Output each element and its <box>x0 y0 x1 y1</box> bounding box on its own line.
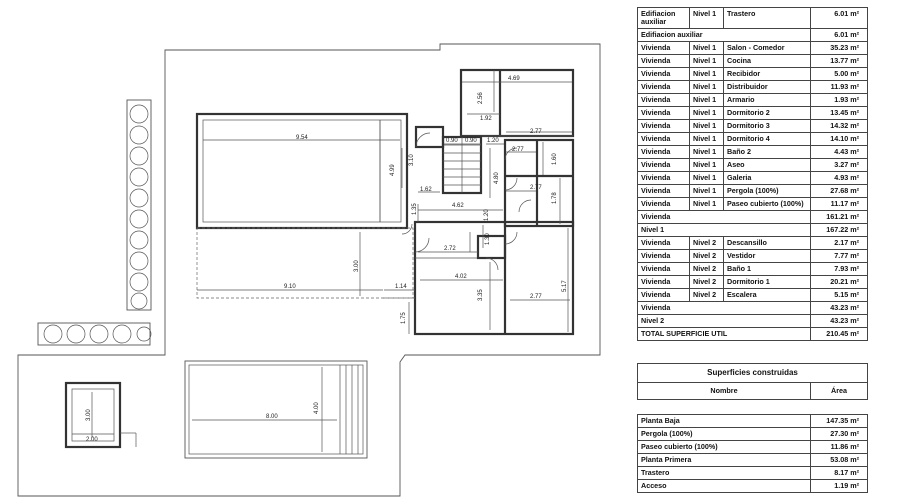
built-area-header <box>637 363 868 400</box>
area-row <box>638 159 868 172</box>
area-row <box>638 224 868 237</box>
built-cell-area: 27.30 m² <box>811 428 868 441</box>
built-row <box>638 467 868 480</box>
area-row <box>638 276 868 289</box>
area-row <box>638 315 868 328</box>
area-row <box>638 107 868 120</box>
area-row <box>638 68 868 81</box>
built-cell-area: 1.19 m² <box>811 480 868 493</box>
area-cell-level: Nivel 1 <box>690 146 724 159</box>
area-cell-room: Distribuidor <box>724 81 811 94</box>
area-cell-area: 167.22 m² <box>811 224 868 237</box>
area-row <box>638 185 868 198</box>
area-cell-room: Cocina <box>724 55 811 68</box>
area-cell-room: Dormitorio 1 <box>724 276 811 289</box>
area-cell-level: Nivel 1 <box>690 159 724 172</box>
dim-text: 3.00 <box>86 409 92 421</box>
area-cell-span: TOTAL SUPERFICIE UTIL <box>638 328 811 341</box>
area-cell-room: Aseo <box>724 159 811 172</box>
area-row <box>638 81 868 94</box>
area-row <box>638 29 868 42</box>
area-cell-type: Vivienda <box>638 159 690 172</box>
stair-steps <box>443 137 481 193</box>
area-cell-level: Nivel 1 <box>690 42 724 55</box>
area-cell-area: 43.23 m² <box>811 302 868 315</box>
wall-salon <box>197 114 407 228</box>
wall-lower-right <box>415 222 573 334</box>
area-cell-area: 4.93 m² <box>811 172 868 185</box>
area-cell-room: Pergola (100%) <box>724 185 811 198</box>
dim-text: 2.77 <box>530 185 542 191</box>
area-cell-level: Nivel 1 <box>690 107 724 120</box>
built-cell-area: 147.35 m² <box>811 415 868 428</box>
area-row <box>638 55 868 68</box>
dim-text: 3.35 <box>478 289 484 301</box>
dim-text: 0.90 <box>446 138 458 144</box>
dim-text: 2.72 <box>444 246 456 252</box>
area-cell-room: Dormitorio 4 <box>724 133 811 146</box>
area-cell-type: Vivienda <box>638 276 690 289</box>
area-cell-area: 6.01 m² <box>811 29 868 42</box>
area-cell-type: Vivienda <box>638 237 690 250</box>
area-row <box>638 328 868 341</box>
area-cell-room: Vestidor <box>724 250 811 263</box>
area-cell-room: Armario <box>724 94 811 107</box>
area-cell-room: Baño 2 <box>724 146 811 159</box>
area-cell-area: 7.93 m² <box>811 263 868 276</box>
area-cell-room: Galeria <box>724 172 811 185</box>
pool-inner <box>189 365 363 454</box>
dim-text: 2.00 <box>86 437 98 443</box>
area-cell-room: Dormitorio 3 <box>724 120 811 133</box>
area-cell-type: Vivienda <box>638 250 690 263</box>
area-cell-room: Escalera <box>724 289 811 302</box>
area-cell-level: Nivel 1 <box>690 81 724 94</box>
area-cell-area: 20.21 m² <box>811 276 868 289</box>
pool-steps <box>340 365 358 454</box>
area-row <box>638 237 868 250</box>
area-row <box>638 8 868 29</box>
dim-text: 1.20 <box>484 209 490 221</box>
planter-circles-horizontal <box>44 325 151 343</box>
area-cell-level: Nivel 2 <box>690 250 724 263</box>
built-cell-name: Acceso <box>638 480 811 493</box>
area-row <box>638 302 868 315</box>
area-cell-level: Nivel 2 <box>690 263 724 276</box>
area-row <box>638 172 868 185</box>
dim-text: 9.10 <box>284 284 296 290</box>
area-cell-area: 161.21 m² <box>811 211 868 224</box>
area-cell-type: Vivienda <box>638 107 690 120</box>
dim-text: 9.54 <box>296 135 308 141</box>
area-cell-room: Paseo cubierto (100%) <box>724 198 811 211</box>
area-cell-area: 27.68 m² <box>811 185 868 198</box>
area-cell-type: Vivienda <box>638 263 690 276</box>
built-cell-area: 53.08 m² <box>811 454 868 467</box>
dim-text: 4.62 <box>452 203 464 209</box>
built-cell-area: 8.17 m² <box>811 467 868 480</box>
dim-text: 4.80 <box>494 172 500 184</box>
area-cell-room: Dormitorio 2 <box>724 107 811 120</box>
area-cell-type: Vivienda <box>638 55 690 68</box>
dim-text: 4.69 <box>508 76 520 82</box>
door-swings <box>402 133 531 270</box>
area-cell-type: Vivienda <box>638 81 690 94</box>
dim-text: 5.17 <box>562 280 568 292</box>
area-cell-room: Salon - Comedor <box>724 42 811 55</box>
area-row <box>638 263 868 276</box>
bath-block <box>478 236 505 258</box>
area-cell-span: Vivienda <box>638 302 811 315</box>
area-row <box>638 133 868 146</box>
area-cell-span: Nivel 1 <box>638 224 811 237</box>
dim-text: 1.62 <box>420 187 432 193</box>
built-area-table <box>637 414 868 493</box>
area-cell-area: 210.45 m² <box>811 328 868 341</box>
dim-text: 0.90 <box>465 138 477 144</box>
dim-text: 1.75 <box>401 312 407 324</box>
area-cell-type: Vivienda <box>638 120 690 133</box>
pergola-outline <box>197 228 413 298</box>
dim-text: 2.77 <box>530 129 542 135</box>
area-cell-type: Vivienda <box>638 42 690 55</box>
area-cell-type: Vivienda <box>638 133 690 146</box>
dim-text: 2.77 <box>512 147 524 153</box>
dim-text: 1.35 <box>412 203 418 215</box>
area-cell-area: 14.10 m² <box>811 133 868 146</box>
dim-text: 1.14 <box>395 284 407 290</box>
area-row <box>638 250 868 263</box>
area-cell-type: Vivienda <box>638 68 690 81</box>
area-row <box>638 42 868 55</box>
area-cell-area: 5.00 m² <box>811 68 868 81</box>
dim-text: 1.78 <box>552 192 558 204</box>
area-cell-type: Vivienda <box>638 146 690 159</box>
dim-text: 1.20 <box>487 138 499 144</box>
useful-area-table <box>637 7 868 341</box>
dim-text: 3.10 <box>409 154 415 166</box>
built-row <box>638 415 868 428</box>
area-cell-room: Recibidor <box>724 68 811 81</box>
area-cell-span: Nivel 2 <box>638 315 811 328</box>
area-cell-room: Descansillo <box>724 237 811 250</box>
area-cell-type: Vivienda <box>638 198 690 211</box>
area-row <box>638 146 868 159</box>
area-cell-type: Vivienda <box>638 172 690 185</box>
area-cell-level: Nivel 1 <box>690 120 724 133</box>
area-cell-area: 14.32 m² <box>811 120 868 133</box>
area-cell-level: Nivel 1 <box>690 8 724 29</box>
built-row <box>638 454 868 467</box>
area-cell-area: 4.43 m² <box>811 146 868 159</box>
area-cell-type: Vivienda <box>638 94 690 107</box>
dimension-labels <box>86 76 568 443</box>
area-cell-type: Vivienda <box>638 185 690 198</box>
built-row <box>638 441 868 454</box>
built-title: Superficies construidas <box>638 364 868 383</box>
built-cell-name: Planta Baja <box>638 415 811 428</box>
area-cell-level: Nivel 2 <box>690 289 724 302</box>
area-row <box>638 94 868 107</box>
dimension-lines <box>197 70 572 334</box>
area-cell-level: Nivel 1 <box>690 68 724 81</box>
built-cell-area: 11.86 m² <box>811 441 868 454</box>
dim-text: 2.56 <box>478 92 484 104</box>
dim-text: 1.92 <box>480 116 492 122</box>
area-cell-span: Vivienda <box>638 211 811 224</box>
built-cell-name: Planta Primera <box>638 454 811 467</box>
dim-text: 8.00 <box>266 414 278 420</box>
built-cell-name: Trastero <box>638 467 811 480</box>
built-cell-name: Paseo cubierto (100%) <box>638 441 811 454</box>
area-cell-area: 5.15 m² <box>811 289 868 302</box>
area-cell-room: Trastero <box>724 8 811 29</box>
dim-text: 4.00 <box>314 402 320 414</box>
dim-text: 4.02 <box>455 274 467 280</box>
area-cell-area: 1.93 m² <box>811 94 868 107</box>
area-cell-area: 35.23 m² <box>811 42 868 55</box>
planter-circles-vertical <box>130 105 148 309</box>
area-row <box>638 289 868 302</box>
trastero-inner <box>72 389 114 441</box>
built-cell-name: Pergola (100%) <box>638 428 811 441</box>
dim-text: 1.60 <box>552 153 558 165</box>
area-row <box>638 198 868 211</box>
built-row <box>638 428 868 441</box>
area-cell-area: 3.27 m² <box>811 159 868 172</box>
dim-text: 3.00 <box>354 260 360 272</box>
area-cell-level: Nivel 1 <box>690 185 724 198</box>
area-cell-level: Nivel 1 <box>690 133 724 146</box>
area-cell-area: 11.93 m² <box>811 81 868 94</box>
area-cell-level: Nivel 1 <box>690 198 724 211</box>
area-cell-level: Nivel 2 <box>690 237 724 250</box>
area-cell-area: 7.77 m² <box>811 250 868 263</box>
site-outline <box>18 44 600 496</box>
dim-text: 4.99 <box>390 164 396 176</box>
dim-text: 2.77 <box>530 294 542 300</box>
area-cell-area: 6.01 m² <box>811 8 868 29</box>
area-cell-area: 13.45 m² <box>811 107 868 120</box>
area-cell-level: Nivel 1 <box>690 172 724 185</box>
area-cell-room: Baño 1 <box>724 263 811 276</box>
area-cell-area: 43.23 m² <box>811 315 868 328</box>
area-cell-area: 11.17 m² <box>811 198 868 211</box>
area-cell-level: Nivel 1 <box>690 55 724 68</box>
area-cell-span: Edifiacion auxiliar <box>638 29 811 42</box>
area-cell-area: 2.17 m² <box>811 237 868 250</box>
area-cell-type: Edifiacion auxiliar <box>638 8 690 29</box>
area-cell-level: Nivel 1 <box>690 94 724 107</box>
built-col-area: Área <box>811 383 868 400</box>
area-cell-area: 13.77 m² <box>811 55 868 68</box>
area-row <box>638 120 868 133</box>
area-tables <box>637 7 867 493</box>
area-cell-type: Vivienda <box>638 289 690 302</box>
built-col-name: Nombre <box>638 383 811 400</box>
dim-text: 1.30 <box>485 233 491 245</box>
area-row <box>638 211 868 224</box>
built-row <box>638 480 868 493</box>
area-cell-level: Nivel 2 <box>690 276 724 289</box>
